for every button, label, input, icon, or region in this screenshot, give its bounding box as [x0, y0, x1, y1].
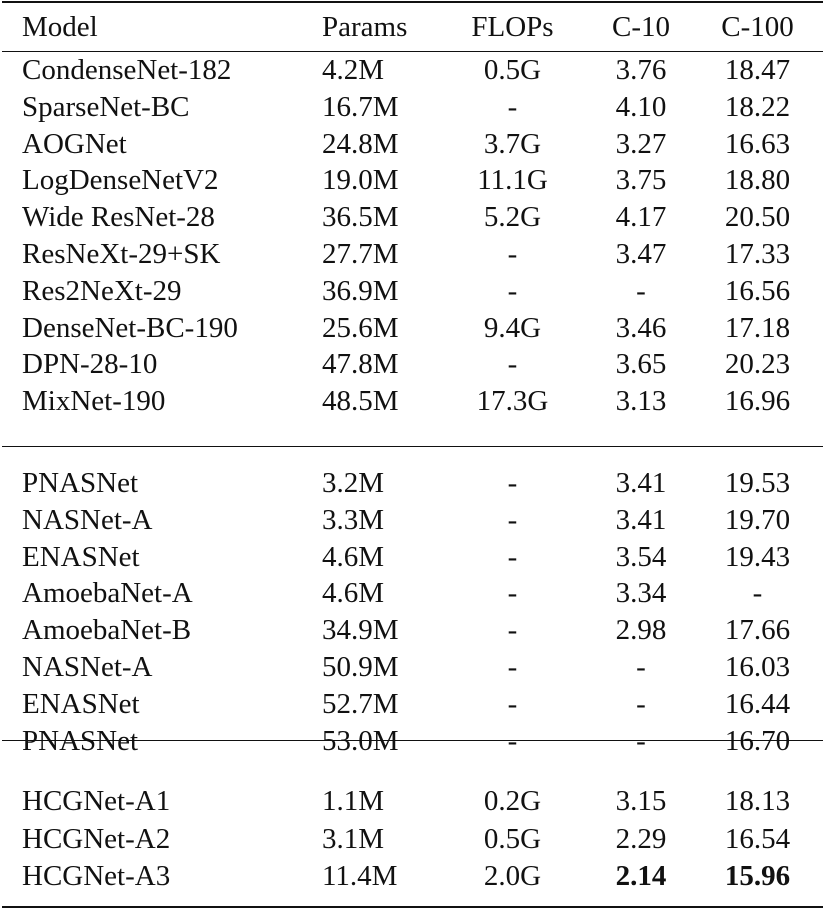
cell-params: 3.2M — [322, 467, 385, 499]
cell-c100: 16.44 — [724, 687, 791, 720]
cell-model: CondenseNet-182 — [22, 54, 232, 86]
cell-params: 53.0M — [322, 724, 399, 757]
cell-model: Wide ResNet-28 — [22, 201, 215, 234]
table-row — [0, 346, 825, 383]
cell-flops: 2.0G — [483, 860, 542, 892]
cell-c10: - — [636, 687, 646, 720]
cell-model: AmoebaNet-A — [22, 577, 193, 610]
cell-c100: 18.80 — [724, 164, 791, 197]
table-row — [0, 723, 825, 760]
cell-c10: 2.98 — [615, 614, 667, 647]
cell-flops: 17.3G — [476, 385, 549, 418]
cell-c100: 19.53 — [724, 467, 791, 499]
cell-model: DPN-28-10 — [22, 348, 158, 381]
cell-c100: 16.70 — [724, 724, 791, 757]
cell-params: 24.8M — [322, 127, 399, 160]
cell-params: 52.7M — [322, 687, 399, 720]
cell-c10: - — [636, 651, 646, 683]
cell-c100: 19.70 — [724, 503, 791, 536]
header-flops: FLOPs — [471, 11, 554, 43]
table-row — [0, 273, 825, 310]
cell-model: AmoebaNet-B — [22, 614, 192, 647]
cell-c10: 3.75 — [615, 164, 667, 197]
cell-params: 3.1M — [322, 822, 385, 855]
cell-params: 36.5M — [322, 201, 399, 234]
cell-flops: - — [507, 503, 518, 536]
table-row — [0, 502, 825, 539]
cell-c100: 16.54 — [724, 822, 791, 855]
table-row — [0, 575, 825, 612]
cell-model: NASNet-A — [22, 651, 153, 683]
cell-params: 25.6M — [322, 311, 399, 344]
cell-model: AOGNet — [22, 127, 127, 160]
cell-c10: 3.54 — [615, 540, 667, 573]
table-row — [0, 89, 825, 126]
cell-model: LogDenseNetV2 — [22, 164, 219, 197]
cell-model: ResNeXt-29+SK — [22, 238, 221, 270]
table-row — [0, 310, 825, 347]
cell-c10: 3.15 — [615, 785, 667, 817]
cell-flops: - — [507, 540, 518, 573]
cell-c10: 4.17 — [615, 201, 667, 234]
cell-c100: 16.63 — [724, 127, 791, 160]
cell-c10: 3.34 — [615, 577, 667, 610]
cell-flops: 0.2G — [483, 785, 542, 817]
cell-model: HCGNet-A2 — [22, 822, 171, 855]
cell-model: ENASNet — [22, 687, 140, 720]
cell-params: 19.0M — [322, 164, 399, 197]
cell-c100: 18.13 — [724, 785, 791, 817]
cell-flops: - — [507, 614, 518, 647]
cell-model: PNASNet — [22, 467, 139, 499]
cell-model: PNASNet — [22, 724, 139, 757]
cell-c10: - — [636, 724, 646, 757]
cell-model: NASNet-A — [22, 503, 153, 536]
cell-flops: - — [507, 90, 518, 123]
cell-params: 47.8M — [322, 348, 399, 381]
cell-c100: 18.47 — [724, 54, 791, 86]
cell-model: HCGNet-A3 — [22, 860, 171, 892]
cell-params: 3.3M — [322, 503, 385, 536]
cell-c100: 17.18 — [724, 311, 791, 344]
cell-c100: 20.50 — [724, 201, 791, 234]
cell-c100: 17.66 — [724, 614, 791, 647]
header-c100: C-100 — [721, 11, 794, 43]
cell-params: 36.9M — [322, 274, 399, 307]
cell-c10: 3.27 — [615, 127, 667, 160]
cell-params: 4.2M — [322, 54, 385, 86]
cell-c100: 17.33 — [724, 238, 791, 270]
table-row — [0, 465, 825, 502]
cell-c100: 19.43 — [724, 540, 791, 573]
cell-params: 4.6M — [322, 577, 385, 610]
table-row — [0, 858, 825, 895]
table-row — [0, 162, 825, 199]
cell-model: Res2NeXt-29 — [22, 274, 182, 307]
cell-flops: - — [507, 274, 518, 307]
cell-params: 4.6M — [322, 540, 385, 573]
cell-flops: 9.4G — [483, 311, 542, 344]
cell-c10: 4.10 — [615, 90, 667, 123]
bottom-rule — [2, 906, 823, 908]
table-row — [0, 383, 825, 420]
cell-c10: - — [636, 274, 646, 307]
table-row — [0, 236, 825, 273]
cell-c100: - — [752, 577, 763, 610]
cell-params: 34.9M — [322, 614, 399, 647]
header-c10: C-10 — [612, 11, 670, 43]
table-row — [0, 199, 825, 236]
cell-model: MixNet-190 — [22, 385, 166, 418]
table-row — [0, 612, 825, 649]
cell-model: DenseNet-BC-190 — [22, 311, 238, 344]
cell-params: 11.4M — [322, 860, 398, 892]
cell-flops: - — [507, 348, 518, 381]
cell-c10: 3.41 — [615, 503, 667, 536]
cell-c10: 3.65 — [615, 348, 667, 381]
table-row — [0, 539, 825, 576]
cell-flops: - — [507, 467, 518, 499]
cell-model: ENASNet — [22, 540, 140, 573]
cell-c10: 3.46 — [615, 311, 667, 344]
table-row — [0, 783, 825, 820]
cell-params: 50.9M — [322, 651, 399, 683]
cell-c100: 16.56 — [724, 274, 791, 307]
cell-flops: 3.7G — [483, 127, 542, 160]
cell-c10: 3.41 — [615, 467, 667, 499]
header-params: Params — [322, 11, 408, 43]
header-model: Model — [22, 11, 98, 43]
cell-flops: 0.5G — [483, 822, 542, 855]
cell-c10: 3.76 — [615, 54, 667, 86]
cell-c10: 2.14 — [615, 860, 667, 892]
cell-params: 1.1M — [322, 785, 385, 817]
cell-c10: 3.47 — [615, 238, 667, 270]
cell-model: HCGNet-A1 — [22, 785, 171, 817]
table-row — [0, 649, 825, 686]
cell-params: 16.7M — [322, 90, 399, 123]
top-rule — [2, 1, 823, 3]
cell-c100: 16.96 — [724, 385, 791, 418]
cell-flops: 5.2G — [483, 201, 542, 234]
cell-c100: 18.22 — [724, 90, 791, 123]
cell-flops: - — [507, 651, 518, 683]
cell-c100: 16.03 — [724, 651, 791, 683]
cell-model: SparseNet-BC — [22, 90, 190, 123]
cell-flops: - — [507, 577, 518, 610]
cell-params: 48.5M — [322, 385, 399, 418]
cell-c10: 2.29 — [615, 822, 667, 855]
cell-flops: - — [507, 238, 518, 270]
header-row — [0, 9, 825, 46]
cell-flops: - — [507, 687, 518, 720]
cell-flops: 11.1G — [477, 164, 548, 197]
group-rule-1 — [2, 446, 823, 447]
cell-params: 27.7M — [322, 238, 399, 270]
cell-c10: 3.13 — [615, 385, 667, 418]
cell-flops: 0.5G — [483, 54, 542, 86]
table-row — [0, 686, 825, 723]
cell-c100: 20.23 — [724, 348, 791, 381]
table-row — [0, 821, 825, 858]
cell-flops: - — [507, 724, 518, 757]
table-row — [0, 126, 825, 163]
cell-c100: 15.96 — [724, 860, 791, 892]
table-row — [0, 52, 825, 89]
